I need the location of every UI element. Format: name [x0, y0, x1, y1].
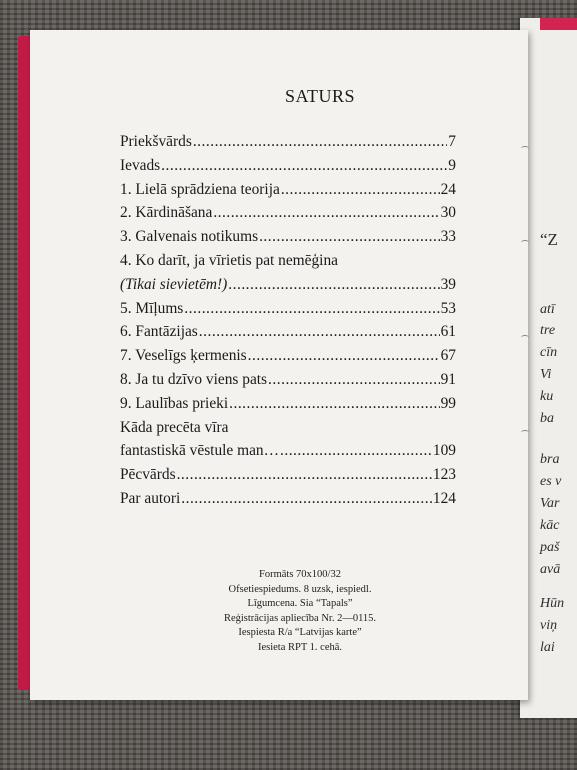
adjacent-text-fragment: Hūn: [540, 596, 565, 611]
dot-leader: [184, 300, 439, 318]
adjacent-text-fragment: atī: [540, 302, 555, 317]
adjacent-text-fragment: Vi: [540, 367, 552, 382]
toc-entry-label: Par autori: [120, 489, 181, 507]
toc-entry-page: 7: [448, 133, 456, 150]
adjacent-text-fragment: bra: [540, 452, 560, 467]
dot-leader: [280, 442, 432, 460]
toc-entry-page: 99: [440, 394, 456, 412]
toc-entry-page: 109: [432, 442, 456, 460]
toc-entry-first-line: [120, 419, 456, 443]
toc-entry-page: 24: [440, 180, 456, 198]
toc-entry-label: 6. Fantāzijas: [120, 323, 198, 341]
imprint-block: [220, 568, 380, 655]
toc-entry: [120, 157, 456, 181]
toc-entry-label: 2. Kārdināšana: [120, 204, 213, 222]
imprint-line: Reģistrācijas apliecība Nr. 2—0115.: [223, 612, 377, 624]
toc-entry-label: Priekšvārds: [120, 133, 192, 150]
toc-entry-page: 124: [432, 489, 456, 507]
toc-entry-page: 9: [448, 156, 456, 174]
adjacent-text-fragment: ku: [540, 389, 554, 404]
toc-entry-continuation: fantastiskā vēstule man…: [120, 442, 279, 460]
toc-entry-label: Kāda precēta vīra: [120, 418, 229, 436]
table-of-contents: [120, 133, 456, 514]
imprint-line: Iespiesta R/a “Latvijas karte”: [238, 627, 362, 638]
imprint-line: Iesieta RPT 1. cehā.: [257, 641, 343, 653]
toc-entry-continuation: (Tikai sievietēm!): [120, 275, 228, 293]
toc-title: SATURS: [284, 86, 356, 106]
imprint-line: Ofsetiespiedums. 8 uzsk, iespiedl.: [228, 583, 372, 595]
toc-entry-label: 7. Veselīgs ķermenis: [120, 347, 247, 365]
toc-entry: [120, 323, 456, 347]
toc-entry: [120, 133, 456, 157]
toc-entry-label: Ievads: [120, 156, 161, 174]
adjacent-text-fragment: avā: [540, 562, 561, 577]
toc-entry-page: 30: [440, 204, 456, 222]
binding-stitch: [521, 335, 529, 340]
dot-leader: [228, 276, 439, 294]
toc-entry: [120, 347, 456, 371]
toc-entry: [120, 228, 456, 252]
dot-leader: [268, 371, 440, 389]
toc-entry-label: 9. Laulības prieki: [120, 394, 229, 412]
adjacent-text-fragment: cīn: [540, 345, 558, 360]
dot-leader: [248, 347, 440, 365]
dot-leader: [199, 323, 440, 341]
toc-entry-label: 1. Lielā sprādziena teorija: [120, 180, 280, 198]
toc-entry-label: Pēcvārds: [120, 466, 176, 484]
adjacent-text-fragment: viņ: [540, 618, 558, 633]
dot-leader: [181, 490, 432, 508]
toc-entry: [120, 490, 456, 514]
dot-leader: [229, 395, 439, 413]
toc-entry-page: 91: [440, 370, 456, 388]
dot-leader: [193, 133, 447, 151]
dot-leader: [177, 466, 432, 484]
toc-entry-label: 8. Ja tu dzīvo viens pats: [120, 370, 268, 388]
toc-entry: [120, 204, 456, 228]
toc-entry-page: 61: [440, 323, 456, 341]
adjacent-text-fragment: Var: [540, 496, 560, 511]
imprint-line: Līgumcena. Sia “Tapals”: [247, 598, 353, 609]
toc-entry-page: 67: [440, 347, 456, 365]
toc-entry-page: 33: [440, 228, 456, 246]
toc-entry-label: 4. Ko darīt, ja vīrietis pat nemēģina: [120, 251, 338, 269]
adjacent-text-fragment: paš: [540, 540, 560, 555]
toc-entry: [120, 181, 456, 205]
adjacent-page: [520, 18, 577, 718]
binding-stitch: [521, 240, 529, 245]
binding-stitch: [521, 146, 529, 151]
dot-leader: [213, 204, 439, 222]
binding-stitch: [521, 430, 529, 435]
imprint-line: Formāts 70x100/32: [259, 569, 341, 580]
toc-entry: [120, 276, 456, 300]
toc-entry: [120, 466, 456, 490]
toc-entry-first-line: [120, 252, 456, 276]
toc-entry: [120, 442, 456, 466]
toc-entry-label: 5. Mīļums: [120, 299, 184, 317]
toc-entry-page: 39: [440, 275, 456, 293]
toc-entry: [120, 371, 456, 395]
toc-entry: [120, 395, 456, 419]
adjacent-text-fragment: kāc: [540, 518, 560, 533]
dot-leader: [259, 228, 440, 246]
adjacent-text-fragment: “Z: [540, 230, 558, 249]
dot-leader: [161, 157, 447, 175]
adjacent-text-fragment: lai: [540, 640, 555, 655]
adjacent-text-fragment: ba: [540, 411, 554, 426]
toc-entry-label: 3. Galvenais notikums: [120, 228, 259, 246]
toc-entry: [120, 300, 456, 324]
adjacent-text-fragment: es v: [540, 474, 562, 489]
dot-leader: [281, 181, 440, 199]
cover-edge-corner: [540, 18, 577, 30]
toc-entry-page: 123: [432, 466, 456, 484]
toc-entry-page: 53: [440, 299, 456, 317]
adjacent-text-fragment: tre: [540, 323, 556, 338]
